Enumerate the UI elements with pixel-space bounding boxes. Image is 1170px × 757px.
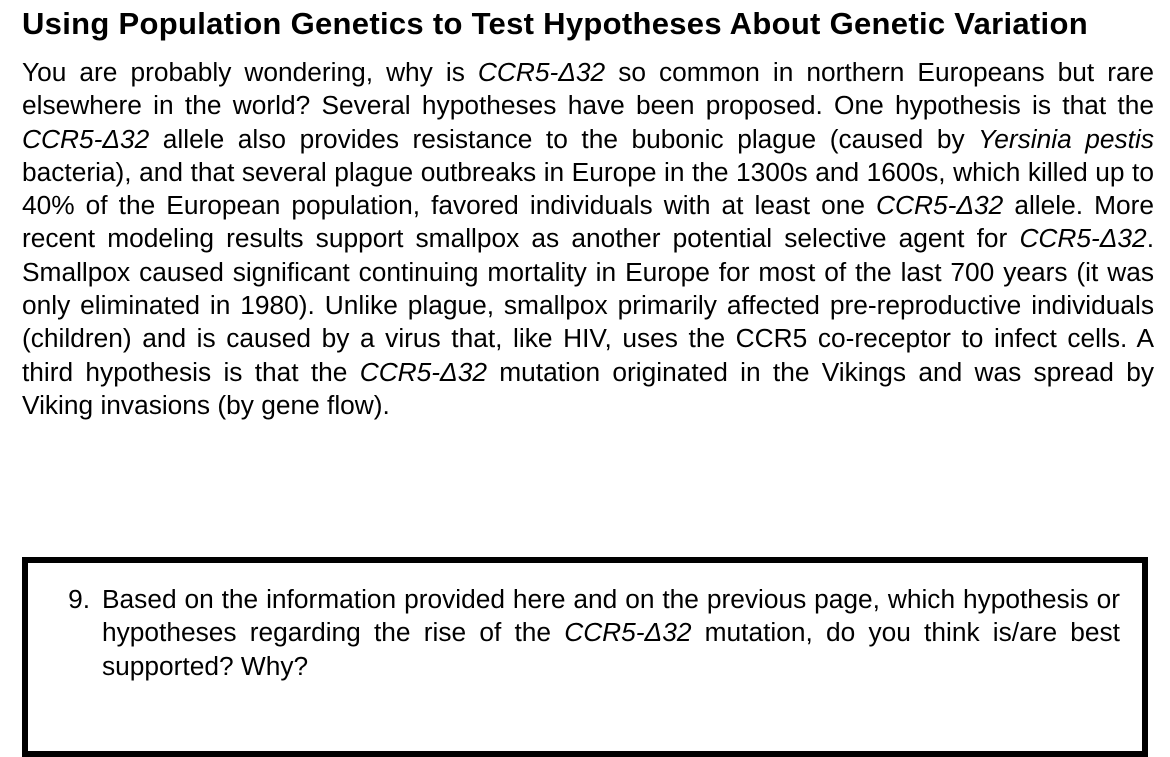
question-text-part: Based on the information provided here and on the previous page, which hypothesis or hypotheses regarding the rise of the [102, 584, 1120, 648]
question-item [40, 583, 1120, 683]
species-name-italic: Yersinia pestis [978, 123, 1154, 154]
paragraph-text: so common in northern Europeans but rare elsewhere in the world? Several hypotheses have been proposed. One hypothesis is that the [22, 57, 1155, 121]
gene-name-italic: CCR5-Δ32 [876, 190, 1004, 221]
document-page [22, 0, 1155, 681]
gene-name-italic: CCR5-Δ32 [1019, 223, 1147, 254]
paragraph-text: mutation originated in the Vikings and was spread by Viking invasions (by gene flow). [22, 356, 1154, 420]
paragraph-text: You are probably wondering, why is [22, 57, 478, 87]
paragraph-text: allele. More recent modeling results support smallpox as another potential selective agent for [22, 190, 1155, 254]
gene-name-italic: CCR5-Δ32 [22, 123, 150, 154]
paragraph-text: allele also provides resistance to the bubonic plague (caused by [149, 123, 979, 154]
paragraph-text: bacteria), and that several plague outbreaks in Europe in the 1300s and 1600s, which killed up to 40% of the European population, favored individuals with at least one [22, 156, 1154, 221]
gene-name-italic: CCR5-Δ32 [359, 356, 487, 387]
gene-name-italic: CCR5-Δ32 [477, 57, 606, 87]
question-number: 9. [68, 584, 90, 614]
question-box [22, 557, 1148, 757]
section-heading: Using Population Genetics to Test Hypotheses About Genetic Variation [22, 6, 1088, 41]
question-text-part: mutation, do you think is/are best supported? Why? [102, 617, 1120, 681]
paragraph-text: . Smallpox caused significant continuing mortality in Europe for most of the last 700 years (it was only eliminated in 1980). Unlike plague, smallpox primarily affected pre-reproductive individuals (children) and is caused by a virus that, like HIV, uses the CCR5 co-receptor to infect cells. A third hypothesis is that the [22, 223, 1154, 387]
question-text [90, 583, 1120, 683]
body-paragraph [22, 56, 1154, 422]
gene-name-italic: CCR5-Δ32 [564, 617, 692, 648]
